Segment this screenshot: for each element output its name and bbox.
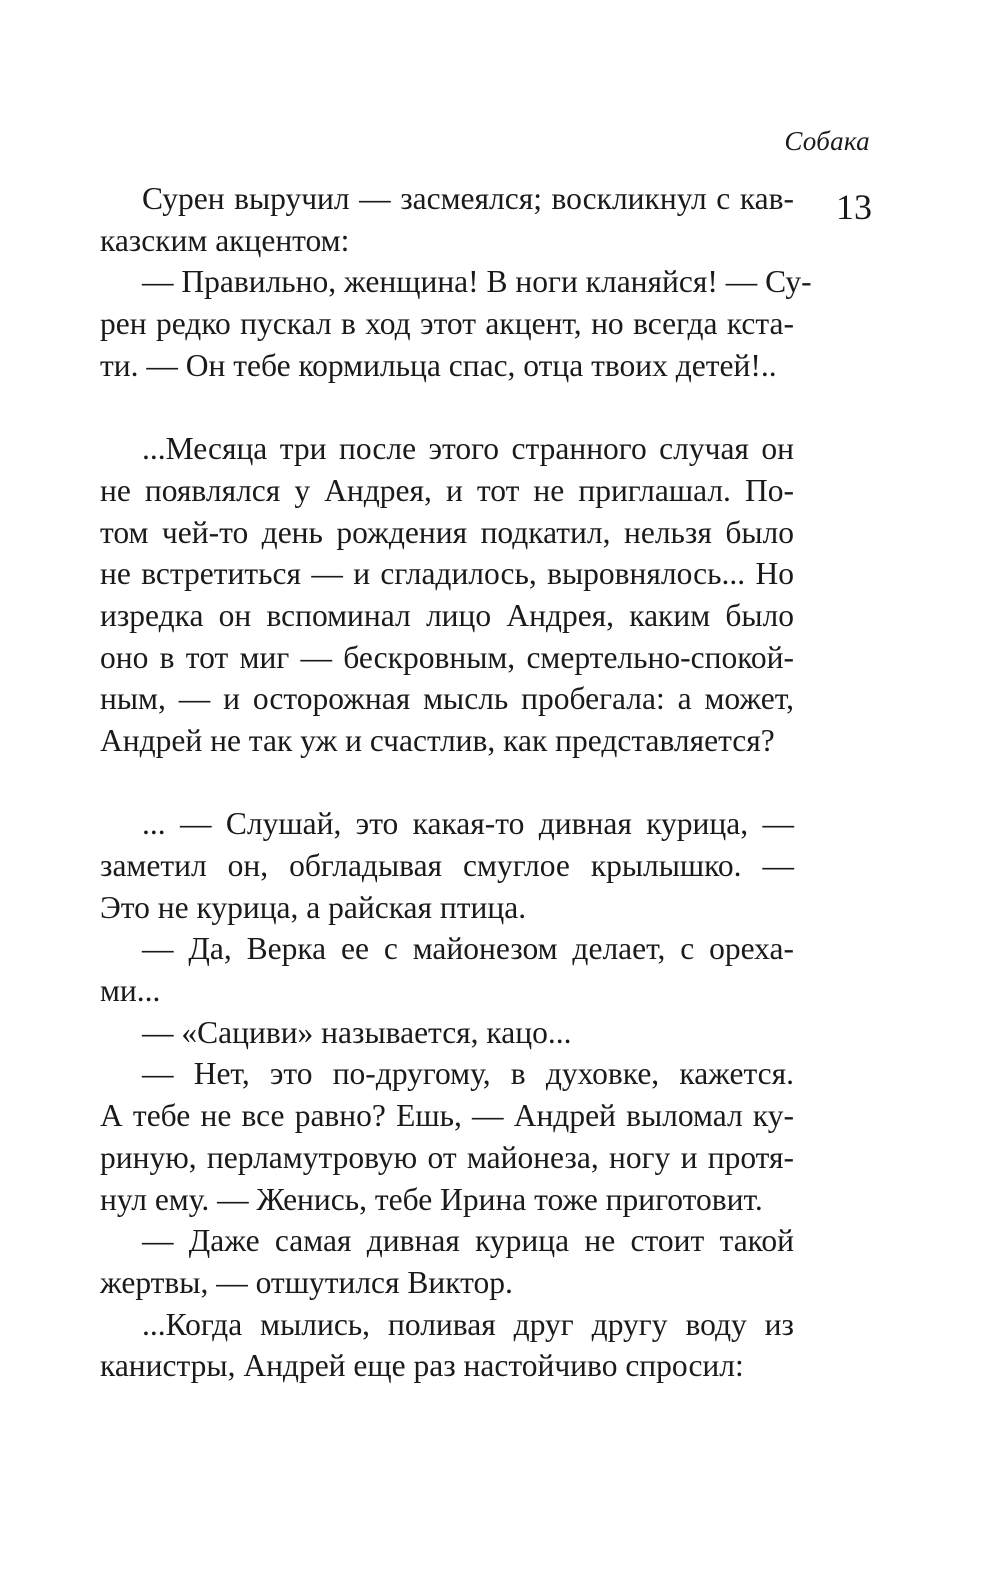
text-line: жертвы, — отшутился Виктор. <box>100 1264 513 1300</box>
text-line: ...Месяца три после этого странного случая он <box>142 431 794 467</box>
text-line: ... — Слушай, это какая-то дивная курица, — <box>142 806 794 842</box>
text-line: ным, — и осторожная мысль пробегала: а может, <box>100 681 794 717</box>
text-line: нул ему. — Женись, тебе Ирина тоже приготовит. <box>100 1181 763 1217</box>
text-line: изредка он вспоминал лицо Андрея, каким было <box>100 597 794 633</box>
text-line: ти. — Он тебе кормильца спас, отца твоих детей!.. <box>100 347 777 383</box>
text-line: Андрей не так уж и счастлив, как представляется? <box>100 722 775 758</box>
text-block <box>100 178 812 1387</box>
text-line: заметил он, обгладывая смуглое крылышко. — <box>100 848 794 883</box>
text-line: том чей-то день рождения подкатил, нельзя было <box>100 514 794 550</box>
text-line: — Даже самая дивная курица не стоит такой <box>142 1223 794 1259</box>
page-number: 13 <box>836 187 872 227</box>
text-line: рен редко пускал в ход этот акцент, но всегда кста- <box>100 306 794 342</box>
text-line: ми... <box>100 973 161 1009</box>
section-break <box>100 386 794 428</box>
text-line: не встретиться — и сгладилось, выровнялось... Но <box>100 556 794 592</box>
text-line: не появлялся у Андрея, и тот не приглашал. По- <box>100 472 794 508</box>
text-line: — «Сациви» называется, кацо... <box>142 1014 572 1050</box>
text-line: ...Когда мылись, поливая друг другу воду из <box>142 1306 794 1342</box>
section-break <box>100 762 794 804</box>
text-line: Сурен выручил — засмеялся; воскликнул с кав- <box>142 181 794 216</box>
text-line: оно в тот миг — бескровным, смертельно-спокой- <box>100 639 794 675</box>
running-head: Собака <box>784 126 870 156</box>
text-line: казским акцентом: <box>100 222 350 258</box>
text-line: канистры, Андрей еще раз настойчиво спросил: <box>100 1348 744 1384</box>
text-line: — Да, Верка ее с майонезом делает, с ореха- <box>142 931 794 967</box>
text-line: А тебе не все равно? Ешь, — Андрей выломал ку- <box>100 1098 794 1134</box>
text-line: — Правильно, женщина! В ноги кланяйся! — Су- <box>142 264 812 300</box>
text-line: — Нет, это по-другому, в духовке, кажется. <box>142 1056 794 1092</box>
text-line: Это не курица, а райская птица. <box>100 889 527 925</box>
text-line: риную, перламутровую от майонеза, ногу и протя- <box>100 1139 794 1175</box>
